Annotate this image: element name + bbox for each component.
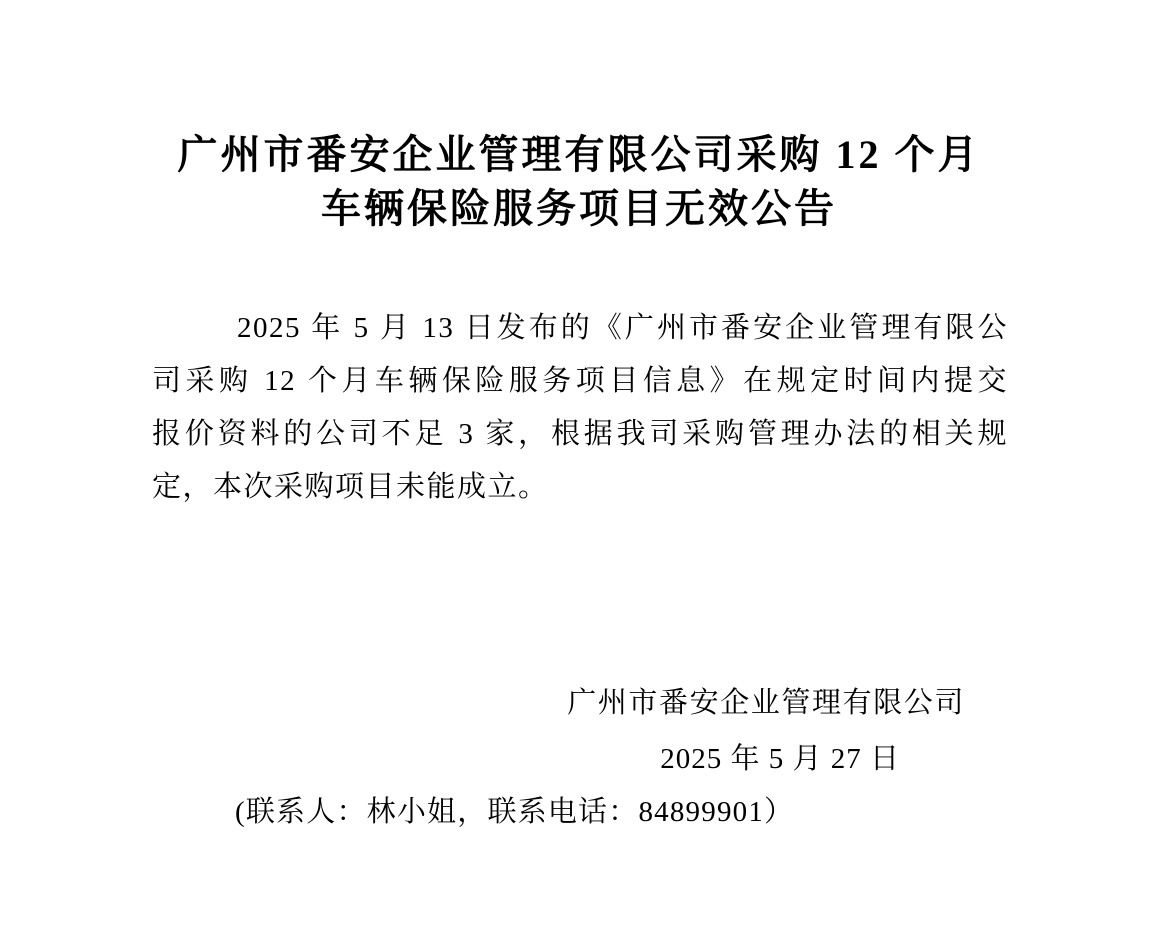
contact-info: (联系人：林小姐，联系电话：84899901） <box>235 796 795 828</box>
signature-company-name: 广州市番安企业管理有限公司 <box>567 687 965 719</box>
signature-date: 2025 年 5 月 27 日 <box>660 743 900 775</box>
body-line-1: 2025 年 5 月 13 日发布的《广州市番安企业管理有限公 <box>237 312 1008 344</box>
body-line-3: 报价资料的公司不足 3 家，根据我司采购管理办法的相关规 <box>152 418 1008 450</box>
body-line-4: 定，本次采购项目未能成立。 <box>152 471 549 503</box>
body-line-2: 司采购 12 个月车辆保险服务项目信息》在规定时间内提交 <box>152 365 1008 397</box>
document-title-line-1: 广州市番安企业管理有限公司采购 12 个月 <box>177 132 981 177</box>
document-title-line-2: 车辆保险服务项目无效公告 <box>321 186 837 231</box>
body-paragraph <box>152 302 1008 514</box>
document-title <box>0 128 1158 236</box>
